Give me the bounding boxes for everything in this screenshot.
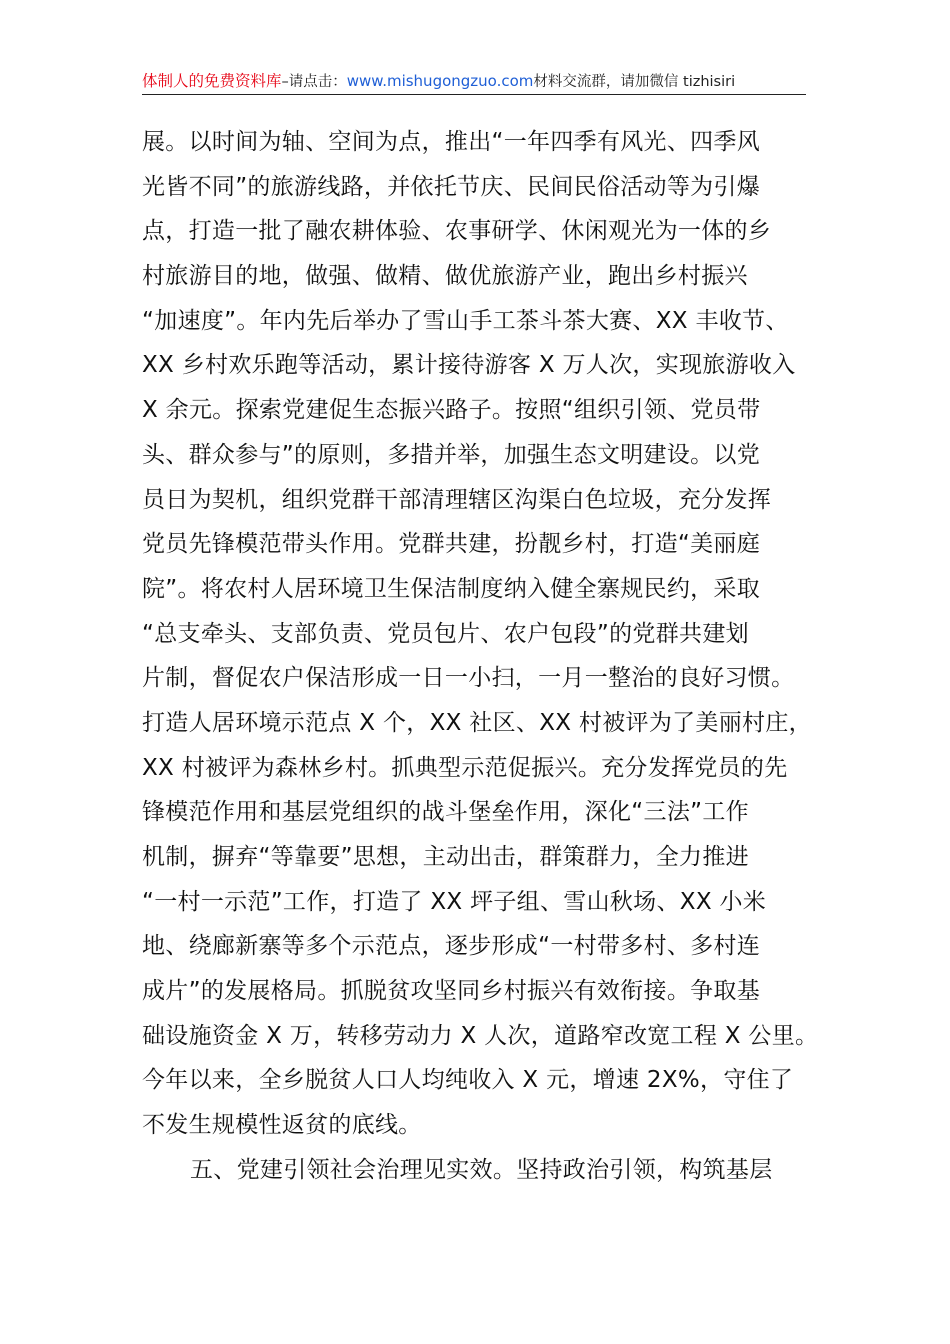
header-divider [142, 94, 806, 95]
body-line: 础设施资金 X 万，转移劳动力 X 人次，道路窄改宽工程 X 公里。 [142, 1022, 819, 1049]
document-body [142, 120, 819, 1193]
body-line: 机制，摒弃“等靠要”思想，主动出击，群策群力，全力推进 [142, 844, 749, 870]
body-line: XX 村被评为森林乡村。抓典型示范促振兴。充分发挥党员的先 [142, 754, 788, 781]
body-line: 点，打造一批了融农耕体验、农事研学、休闲观光为一体的乡 [142, 218, 772, 245]
header-prompt: –请点击： [281, 74, 347, 90]
body-line: 员日为契机，组织党群干部清理辖区沟渠白色垃圾，充分发挥 [142, 486, 772, 513]
body-line: “一村一示范”工作，打造了 XX 坪子组、雪山秋场、XX 小米 [142, 888, 767, 915]
body-line: 片制，督促农户保洁形成一日一小扫，一月一整治的良好习惯。 [142, 665, 795, 692]
body-line: XX 乡村欢乐跑等活动，累计接待游客 X 万人次，实现旅游收入 [142, 352, 796, 379]
body-line: “总支牵头、支部负责、党员包片、农户包段”的党群共建划 [142, 620, 749, 647]
body-line: 成片”的发展格局。抓脱贫攻坚同乡村振兴有效衔接。争取基 [142, 978, 761, 1005]
body-line: 今年以来，全乡脱贫人口人均纯收入 X 元，增速 2X%，守住了 [142, 1067, 794, 1094]
section-heading-line: 五、党建引领社会治理见实效。坚持政治引领，构筑基层 [190, 1156, 773, 1183]
body-line: 头、群众参与”的原则，多措并举，加强生态文明建设。以党 [142, 441, 761, 468]
body-line: 展。以时间为轴、空间为点，推出“一年四季有风光、四季风 [142, 129, 761, 155]
body-line: X 余元。探索党建促生态振兴路子。按照“组织引领、党员带 [142, 397, 761, 424]
document-header [142, 68, 806, 94]
body-line: 不发生规模性返贫的底线。 [142, 1112, 422, 1139]
body-line: 打造人居环境示范点 X 个，XX 社区、XX 村被评为了美丽村庄， [142, 709, 812, 736]
body-line: 村旅游目的地，做强、做精、做优旅游产业，跑出乡村振兴 [142, 263, 748, 290]
body-line: 党员先锋模范带头作用。党群共建，扮靓乡村，打造“美丽庭 [142, 531, 761, 558]
body-line: 院”。将农村人居环境卫生保洁制度纳入健全寨规民约，采取 [142, 575, 761, 602]
header-site-name: 体制人的免费资料库 [142, 72, 282, 90]
body-line: 锋模范作用和基层党组织的战斗堡垒作用，深化“三法”工作 [142, 799, 749, 826]
body-line: “加速度”。年内先后举办了雪山手工茶斗茶大赛、XX 丰收节、 [142, 307, 789, 334]
header-contact: 材料交流群，请加微信 tizhisiri [533, 74, 736, 90]
body-line: 地、绕廊新寨等多个示范点，逐步形成“一村带多村、多村连 [142, 933, 761, 960]
body-line: 光皆不同”的旅游线路，并依托节庆、民间民俗活动等为引爆 [142, 173, 761, 200]
header-link[interactable]: www.mishugongzuo.com [346, 72, 534, 90]
